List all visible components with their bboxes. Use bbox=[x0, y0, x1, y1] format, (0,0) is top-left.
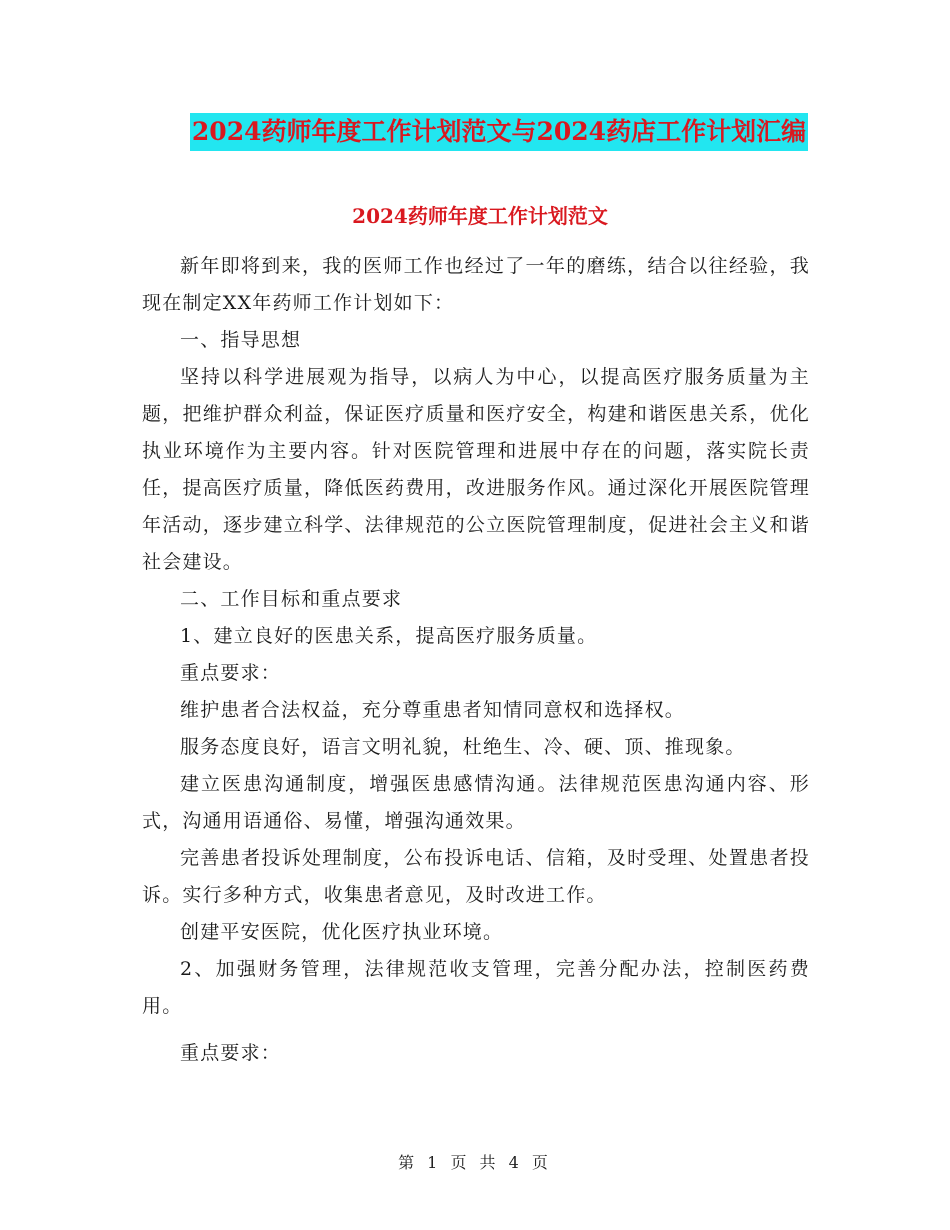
paragraph-safe-hospital: 创建平安医院，优化医疗执业环境。 bbox=[180, 921, 504, 943]
document-body bbox=[142, 248, 810, 1072]
paragraph-goal-1: 1、建立良好的医患关系，提高医疗服务质量。 bbox=[180, 625, 598, 647]
heading-work-goals: 二、工作目标和重点要求 bbox=[180, 588, 403, 610]
paragraph-guiding-thought: 坚持以科学进展观为指导，以病人为中心，以提高医疗服务质量为主题，把维护群众利益，保证医疗质量和医疗安全，构建和谐医患关系，优化执业环境作为主要内容。针对医院管理和进展中存在的问题，落实院长责任，提高医疗质量，降低医药费用，改进服务作风。通过深化开展医院管理年活动，逐步建立科学、法律规范的公立医院管理制度，促进社会主义和谐社会建设。 bbox=[142, 366, 810, 573]
paragraph-patient-rights: 维护患者合法权益，充分尊重患者知情同意权和选择权。 bbox=[180, 699, 686, 721]
paragraph-service-attitude: 服务态度良好，语言文明礼貌，杜绝生、冷、硬、顶、推现象。 bbox=[180, 736, 746, 758]
paragraph-intro: 新年即将到来，我的医师工作也经过了一年的磨练，结合以往经验，我现在制定XX年药师工作计划如下： bbox=[142, 255, 810, 314]
section-title: 2024药师年度工作计划范文 bbox=[352, 204, 608, 228]
paragraph-goal-2: 2、加强财务管理，法律规范收支管理，完善分配办法，控制医药费用。 bbox=[142, 958, 810, 1017]
document-title bbox=[0, 110, 950, 151]
paragraph-key-requirements-2: 重点要求： bbox=[180, 1042, 282, 1064]
document-title-text: 2024药师年度工作计划范文与2024药店工作计划汇编 bbox=[190, 113, 808, 151]
paragraph-communication: 建立医患沟通制度，增强医患感情沟通。法律规范医患沟通内容、形式，沟通用语通俗、易懂，增强沟通效果。 bbox=[142, 773, 810, 832]
paragraph-complaints: 完善患者投诉处理制度，公布投诉电话、信箱，及时受理、处置患者投诉。实行多种方式，收集患者意见，及时改进工作。 bbox=[142, 847, 810, 906]
paragraph-key-requirements: 重点要求： bbox=[180, 662, 282, 684]
page-footer: 第 1 页 共 4 页 bbox=[398, 1153, 552, 1172]
heading-guiding-thought: 一、指导思想 bbox=[180, 329, 302, 351]
